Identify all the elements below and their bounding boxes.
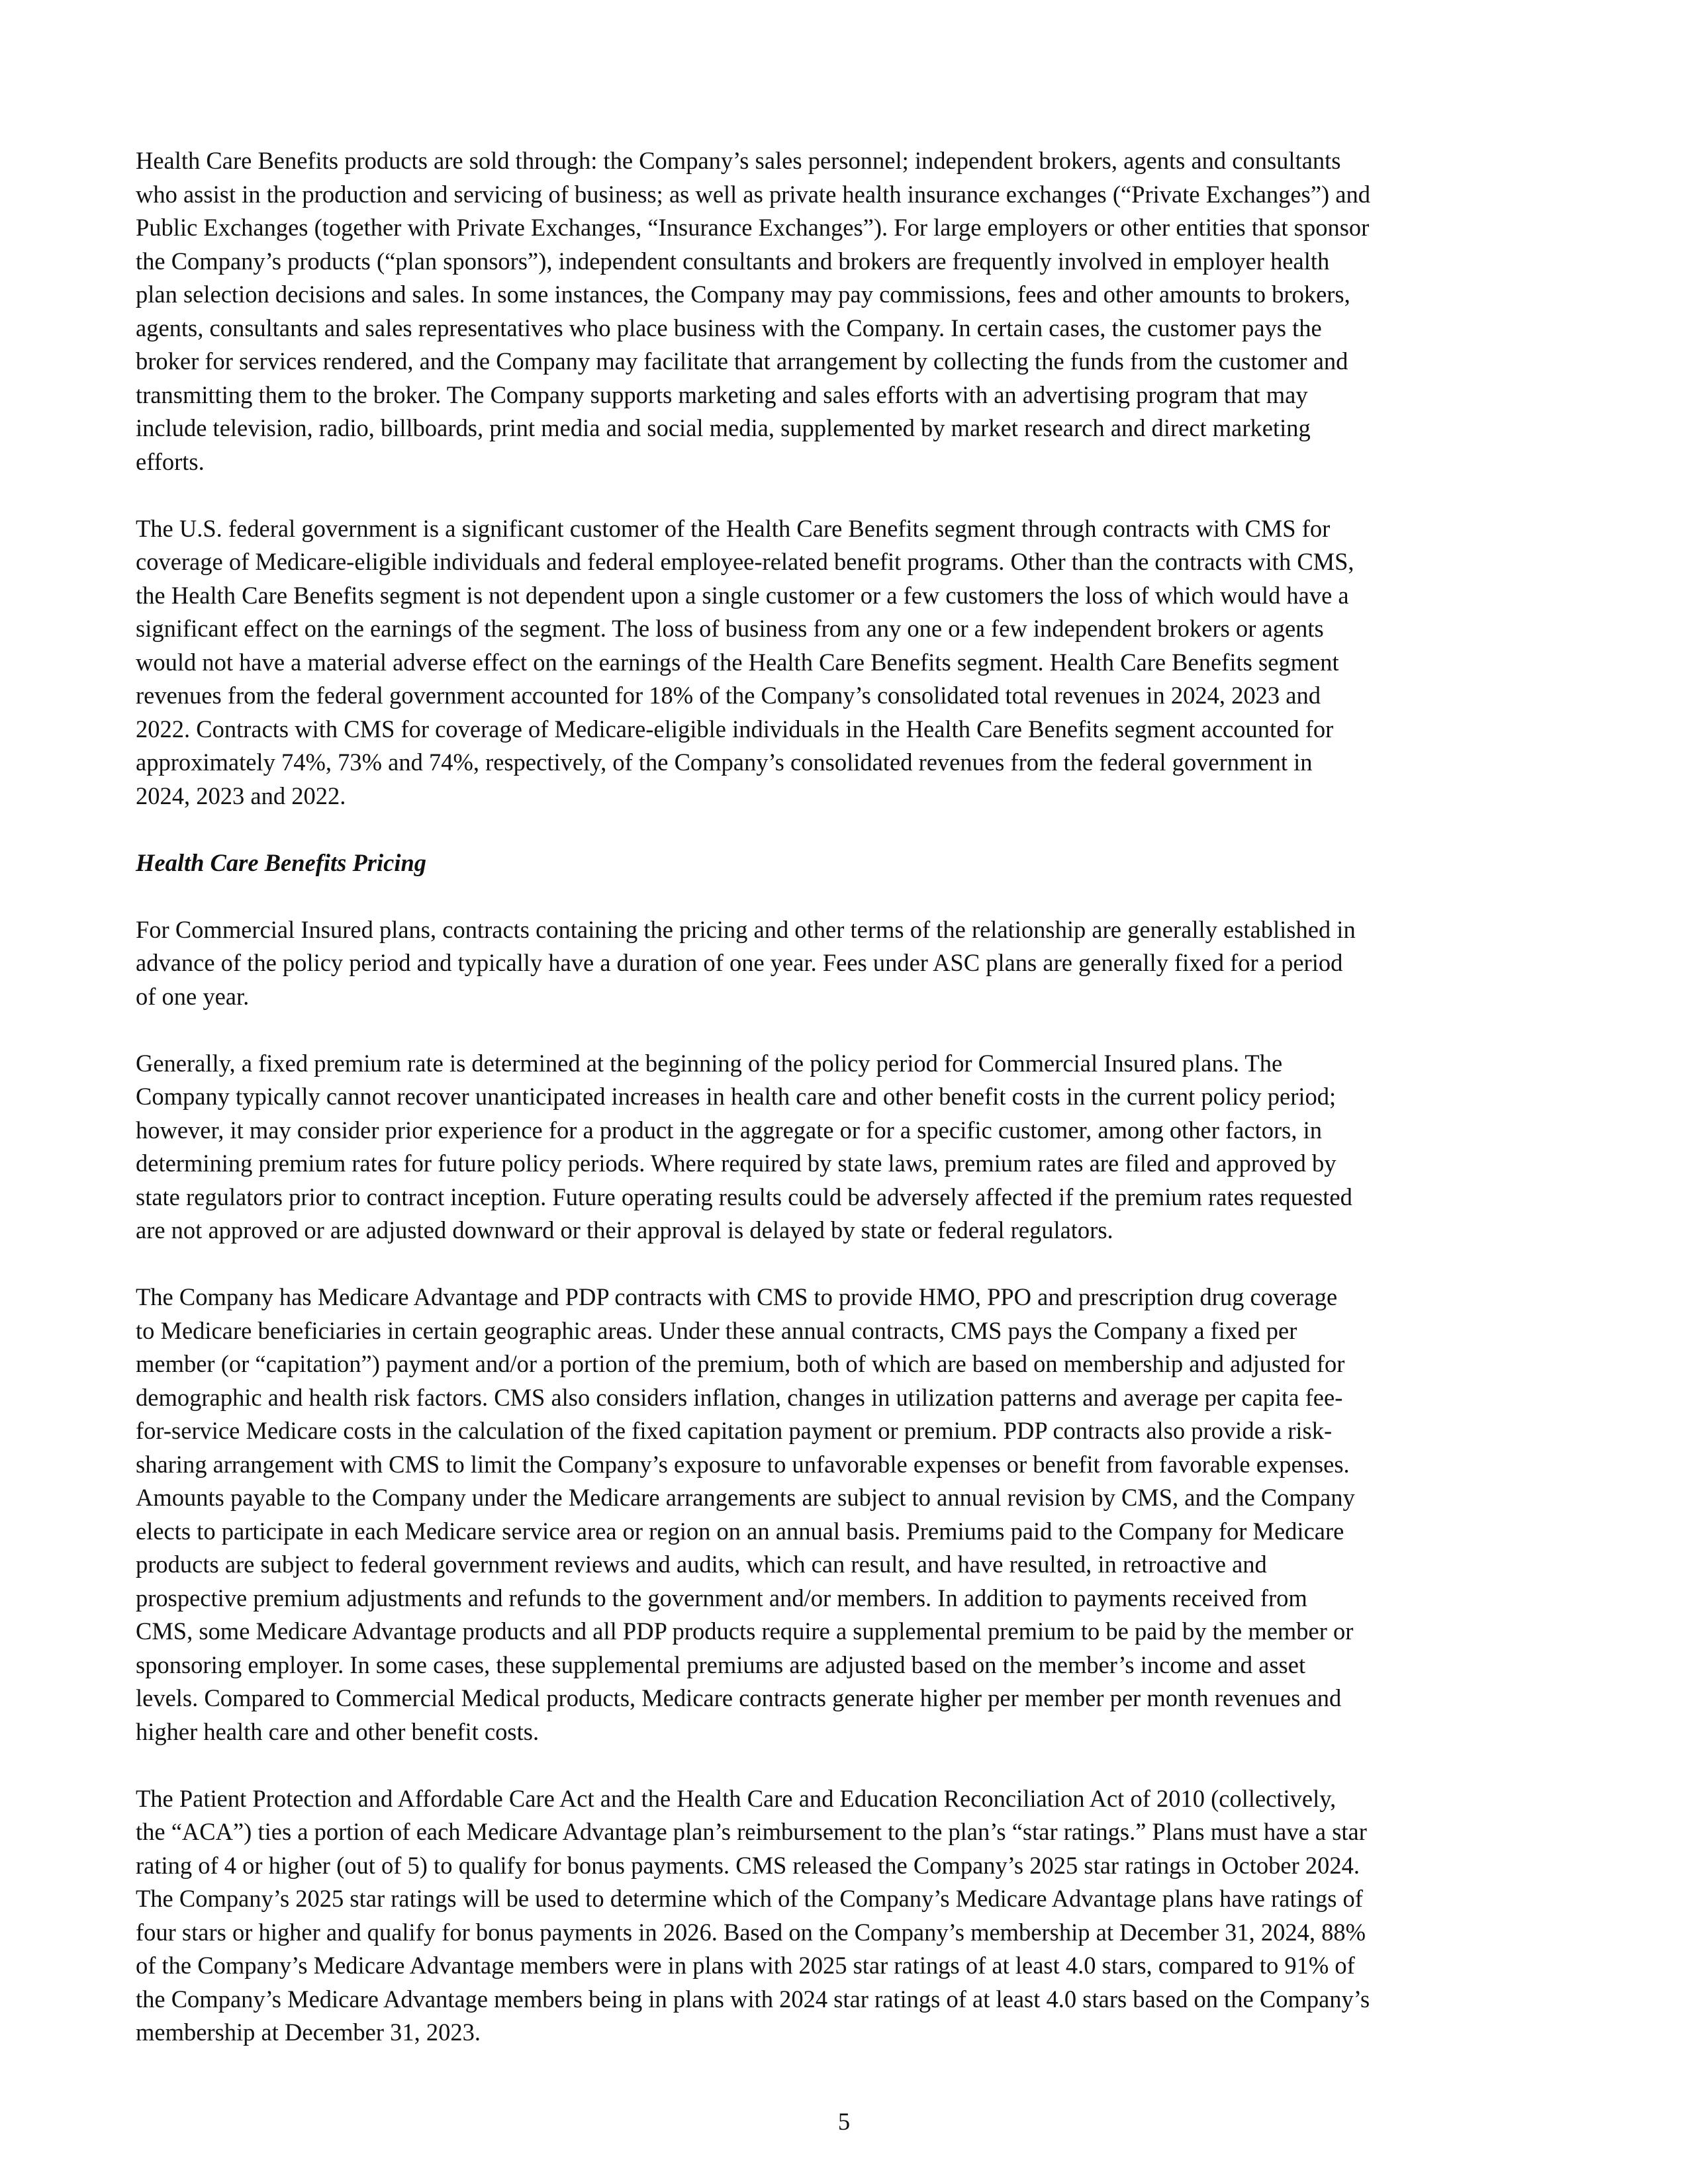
page-number: 5: [837, 2108, 851, 2135]
paragraph-sales-channels: Health Care Benefits products are sold through: the Company’s sales personnel; independent brokers, agents and consultants who assist in the production and servicing of business; as well as private health insurance exchanges (“Private Exchanges”) and Public Exchanges (together with Private Exchanges, “Insurance Exchanges”). For large employers or other entities that sponsor the Company’s products (“plan sponsors”), independent consultants and brokers are frequently involved in employer health plan selection decisions and sales. In some instances, the Company may pay commissions, fees and other amounts to brokers, agents, consultants and sales representatives who place business with the Company. In certain cases, the customer pays the broker for services rendered, and the Company may facilitate that arrangement by collecting the funds from the customer and transmitting them to the broker. The Company supports marketing and sales efforts with an advertising program that may include television, radio, billboards, print media and social media, supplemented by market research and direct marketing efforts.: [136, 147, 1370, 475]
document-page: [136, 144, 1559, 2083]
paragraph-aca-star-ratings: The Patient Protection and Affordable Care Act and the Health Care and Education Reconciliation Act of 2010 (collectively, the “ACA”) ties a portion of each Medicare Advantage plan’s reimbursement to the plan’s “star ratings.” Plans must have a star rating of 4 or higher (out of 5) to qualify for bonus payments. CMS released the Company’s 2025 star ratings in October 2024. The Company’s 2025 star ratings will be used to determine which of the Company’s Medicare Advantage plans have ratings of four stars or higher and qualify for bonus payments in 2026. Based on the Company’s membership at December 31, 2024, 88% of the Company’s Medicare Advantage members were in plans with 2025 star ratings of at least 4.0 stars, compared to 91% of the Company’s Medicare Advantage members being in plans with 2024 star ratings of at least 4.0 stars based on the Company’s membership at December 31, 2023.: [136, 1784, 1370, 2046]
section-heading: Health Care Benefits Pricing: [136, 848, 427, 876]
paragraph-premium-rate: Generally, a fixed premium rate is determined at the beginning of the policy period for Commercial Insured plans. The Company typically cannot recover unanticipated increases in health care and other benefit costs in the current policy period; however, it may consider prior experience for a product in the aggregate or for a specific customer, among other factors, in determining premium rates for future policy periods. Where required by state laws, premium rates are filed and approved by state regulators prior to contract inception. Future operating results could be adversely affected if the premium rates requested are not approved or are adjusted downward or their approval is delayed by state or federal regulators.: [136, 1049, 1352, 1244]
paragraph-medicare-advantage: The Company has Medicare Advantage and PDP contracts with CMS to provide HMO, PPO and prescription drug coverage to Medicare beneficiaries in certain geographic areas. Under these annual contracts, CMS pays the Company a fixed per member (or “capitation”) payment and/or a portion of the premium, both of which are based on membership and adjusted for demographic and health risk factors. CMS also considers inflation, changes in utilization patterns and average per capita fee- for-service Medicare costs in the calculation of the fixed capitation payment or premium. PDP contracts also provide a risk- sharing arrangement with CMS to limit the Company’s exposure to unfavorable expenses or benefit from favorable expenses. Amounts payable to the Company under the Medicare arrangements are subject to annual revision by CMS, and the Company elects to participate in each Medicare service area or region on an annual basis. Premiums paid to the Company for Medicare products are subject to federal government reviews and audits, which can result, and have resulted, in retroactive and prospective premium adjustments and refunds to the government and/or members. In addition to payments received from CMS, some Medicare Advantage products and all PDP products require a supplemental premium to be paid by the member or sponsoring employer. In some cases, these supplemental premiums are adjusted based on the member’s income and asset levels. Compared to Commercial Medical products, Medicare contracts generate higher per member per month revenues and higher health care and other benefit costs.: [136, 1283, 1355, 1745]
paragraph-federal-government: The U.S. federal government is a significant customer of the Health Care Benefits segment through contracts with CMS for coverage of Medicare-eligible individuals and federal employee-related benefit programs. Other than the contracts with CMS, the Health Care Benefits segment is not dependent upon a single customer or a few customers the loss of which would have a significant effect on the earnings of the segment. The loss of business from any one or a few independent brokers or agents would not have a material adverse effect on the earnings of the Health Care Benefits segment. Health Care Benefits segment revenues from the federal government accounted for 18% of the Company’s consolidated total revenues in 2024, 2023 and 2022. Contracts with CMS for coverage of Medicare-eligible individuals in the Health Care Benefits segment accounted for approximately 74%, 73% and 74%, respectively, of the Company’s consolidated revenues from the federal government in 2024, 2023 and 2022.: [136, 514, 1354, 809]
paragraph-commercial-insured: For Commercial Insured plans, contracts containing the pricing and other terms of the relationship are generally established in advance of the policy period and typically have a duration of one year. Fees under ASC plans are generally fixed for a period of one year.: [136, 915, 1356, 1010]
